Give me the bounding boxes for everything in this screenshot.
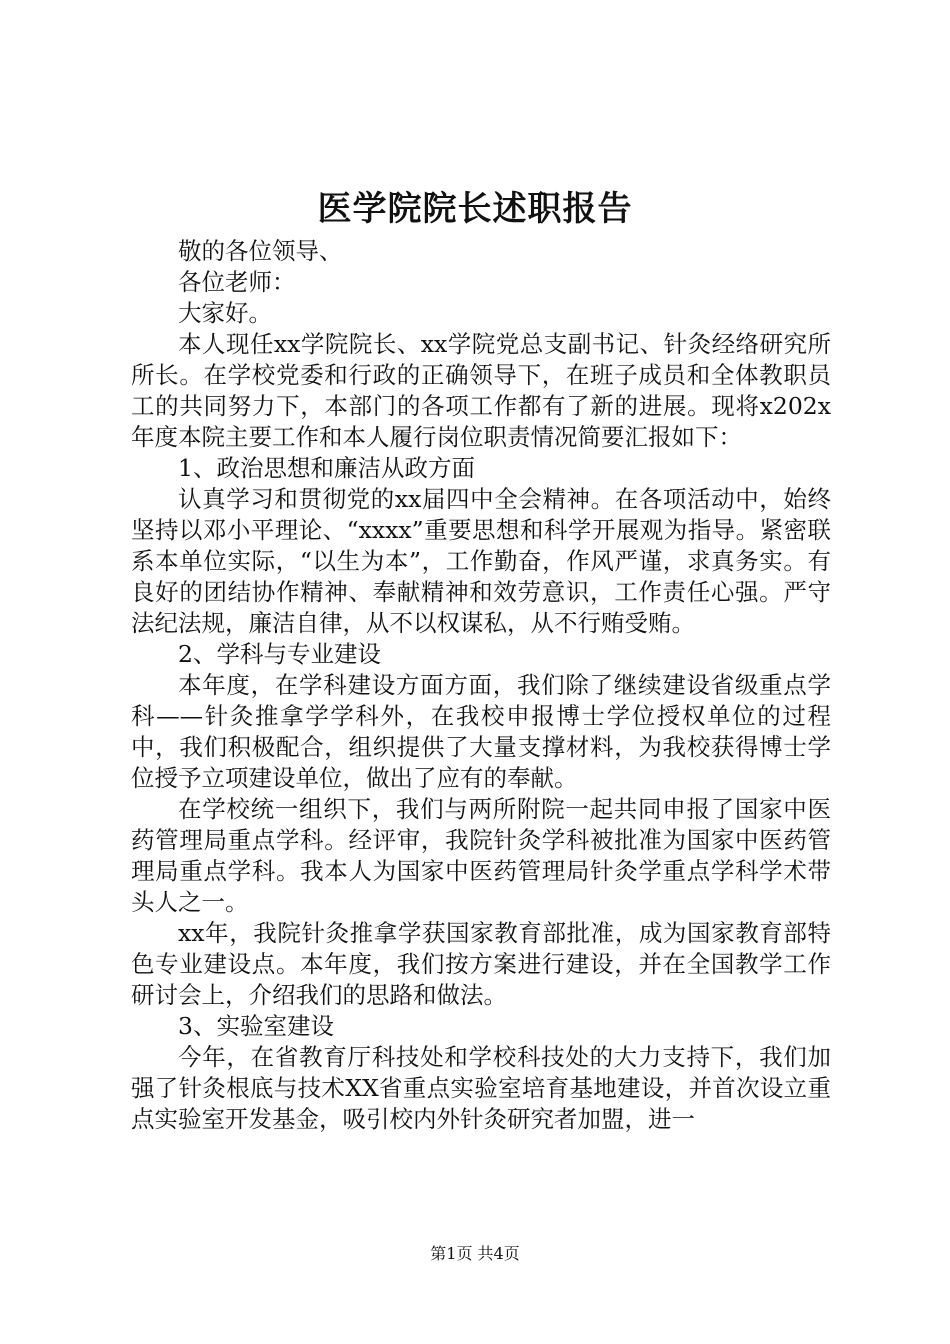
paragraph-salutation-2: 各位老师： <box>178 268 296 296</box>
document-body <box>131 236 831 1135</box>
paragraph-section-2b: 在学校统一组织下，我们与两所附院一起共同申报了国家中医药管理局重点学科。经评审，我院针灸学科被批准为国家中医药管理局重点学科。我本人为国家中医药管理局针灸学重点学科学术带头人之一。 <box>131 795 831 916</box>
section-heading-1: 1、政治思想和廉洁从政方面 <box>178 454 475 482</box>
page-footer: 第1页 共4页 <box>430 1244 520 1263</box>
section-heading-3: 3、实验室建设 <box>178 1012 334 1040</box>
paragraph-section-1: 认真学习和贯彻党的xx届四中全会精神。在各项活动中，始终坚持以邓小平理论、“xxxx”重要思想和科学开展观为指导。紧密联系本单位实际，“以生为本”，工作勤奋，作风严谨，求真务实。有良好的团结协作精神、奉献精神和效劳意识，工作责任心强。严守法纪法规，廉洁自律，从不以权谋私，从不行贿受贿。 <box>131 485 831 637</box>
paragraph-section-2c: xx年，我院针灸推拿学获国家教育部批准，成为国家教育部特色专业建设点。本年度，我们按方案进行建设，并在全国教学工作研讨会上，介绍我们的思路和做法。 <box>131 919 831 1009</box>
paragraph-intro: 本人现任xx学院院长、xx学院党总支副书记、针灸经络研究所所长。在学校党委和行政的正确领导下，在班子成员和全体教职员工的共同努力下，本部门的各项工作都有了新的进展。现将x202x年度本院主要工作和本人履行岗位职责情况简要汇报如下： <box>131 330 831 451</box>
paragraph-section-3: 今年，在省教育厅科技处和学校科技处的大力支持下，我们加强了针灸根底与技术XX省重点实验室培育基地建设，并首次设立重点实验室开发基金，吸引校内外针灸研究者加盟，进一 <box>131 1043 831 1133</box>
document-title: 医学院院长述职报告 <box>317 189 633 229</box>
paragraph-salutation-1: 敬的各位领导、 <box>178 237 343 265</box>
paragraph-greeting: 大家好。 <box>178 299 272 327</box>
paragraph-section-2a: 本年度，在学科建设方面方面，我们除了继续建设省级重点学科——针灸推拿学学科外，在我校申报博士学位授权单位的过程中，我们积极配合，组织提供了大量支撑材料，为我校获得博士学位授予立项建设单位，做出了应有的奉献。 <box>131 671 831 792</box>
section-heading-2: 2、学科与专业建设 <box>178 640 381 668</box>
